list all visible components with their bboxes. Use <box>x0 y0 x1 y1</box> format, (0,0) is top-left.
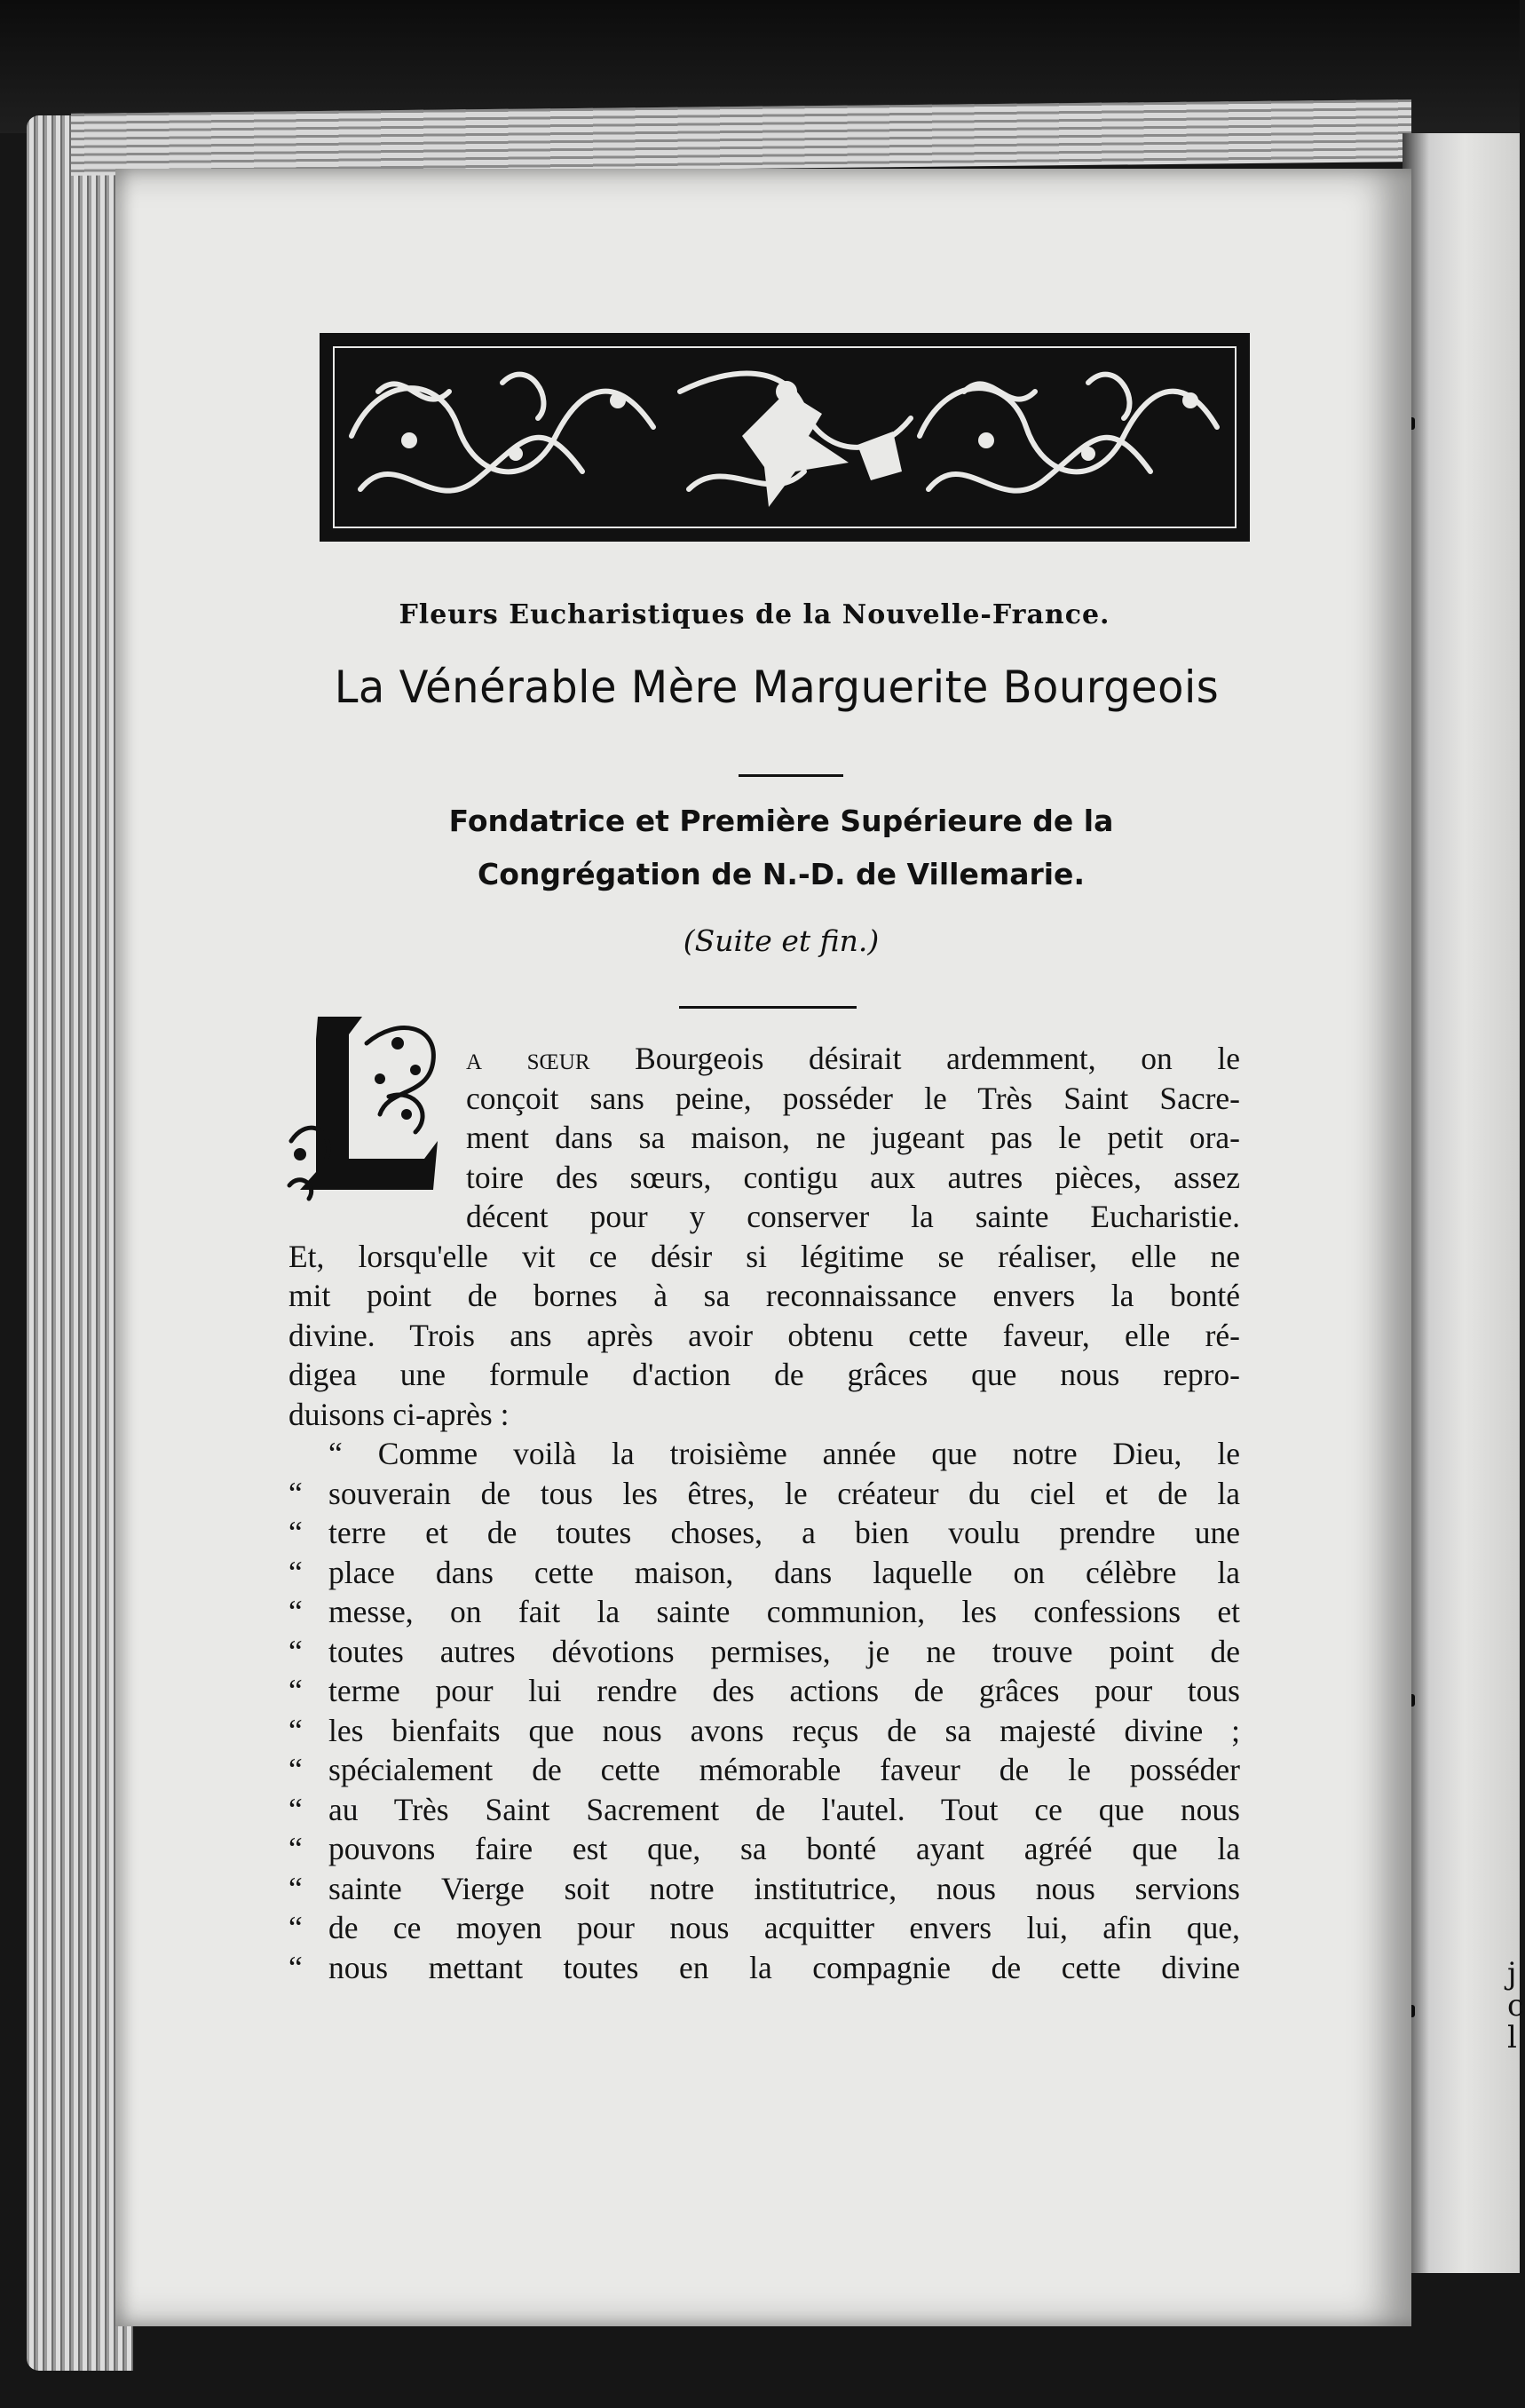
quote-line <box>288 1553 1240 1593</box>
paragraph-line-text: Bourgeois désirait ardemment, on le <box>589 1041 1240 1076</box>
quote-line-text: terme pour lui rendre des actions de grâces pour tous <box>328 1673 1240 1708</box>
quote-line-text: souverain de tous les êtres, le créateur du ciel et de la <box>328 1475 1240 1511</box>
page-title: La Vénérable Mère Marguerite Bourgeois <box>334 661 1220 713</box>
quote-mark: “ <box>288 1515 303 1550</box>
quote-mark: “ <box>288 1752 303 1787</box>
quote-line-text: toutes autres dévotions permises, je ne trouve point de <box>328 1633 1240 1669</box>
paragraph-line <box>466 1039 1240 1079</box>
facing-page-edge <box>1403 133 1520 2273</box>
quote-mark: “ <box>288 1949 303 1985</box>
quote-mark: “ <box>288 1910 303 1945</box>
quote-line: “ Comme voilà la troisième année que notre Dieu, le <box>328 1436 1240 1471</box>
quote-line-text: spécialement de cette mémorable faveur de le posséder <box>328 1752 1240 1787</box>
quote-line-text: sainte Vierge soit notre institutrice, nous nous servions <box>328 1870 1240 1906</box>
title-divider <box>739 774 843 777</box>
quote-mark: “ <box>288 1831 303 1866</box>
quote-line <box>288 1750 1240 1790</box>
quote-line <box>288 1632 1240 1672</box>
quote-mark: “ <box>288 1475 303 1511</box>
quote-line <box>288 1869 1240 1909</box>
quote-mark: “ <box>288 1870 303 1906</box>
paragraph-line: digea une formule d'action de grâces que nous repro- <box>288 1357 1240 1392</box>
quote-mark: “ <box>288 1791 303 1827</box>
quote-mark: “ <box>288 1594 303 1629</box>
quote-line <box>288 1908 1240 1948</box>
quote-line <box>288 1592 1240 1632</box>
quote-line-text: place dans cette maison, dans laquelle on célèbre la <box>328 1554 1240 1590</box>
subtitle-line-2: Congrégation de N.-D. de Villemarie. <box>478 857 1085 891</box>
quote-line-text: les bienfaits que nous avons reçus de sa majesté divine ; <box>328 1712 1240 1748</box>
quote-mark: “ <box>288 1673 303 1708</box>
quote-line-text: terre et de toutes choses, a bien voulu prendre une <box>328 1515 1240 1550</box>
quote-line <box>288 1474 1240 1514</box>
subtitle-line-1: Fondatrice et Première Supérieure de la <box>448 804 1114 838</box>
facing-page-text: j c l <box>1507 1956 1525 2056</box>
article-body <box>288 1039 1240 1987</box>
paragraph-line: conçoit sans peine, posséder le Très Saint Sacre- <box>466 1080 1240 1116</box>
quote-line <box>288 1671 1240 1711</box>
paragraph-line: mit point de bornes à sa reconnaissance envers la bonté <box>288 1278 1240 1313</box>
quote-line-text: messe, on fait la sainte communion, les confessions et <box>328 1594 1240 1629</box>
quote-line <box>288 1790 1240 1830</box>
section-divider <box>679 1006 857 1009</box>
paragraph-line: toire des sœurs, contigu aux autres pièces, assez <box>466 1159 1240 1195</box>
continuation-note: (Suite et fin.) <box>683 923 880 958</box>
paragraph-line: ment dans sa maison, ne jugeant pas le petit ora- <box>466 1120 1240 1155</box>
decorative-headpiece <box>320 333 1250 542</box>
quote-line-text: pouvons faire est que, sa bonté ayant agréé que la <box>328 1831 1240 1866</box>
quote-line-text: nous mettant toutes en la compagnie de cette divine <box>328 1949 1240 1985</box>
quote-mark: “ <box>288 1633 303 1669</box>
scroll-ornament-icon <box>325 338 1244 536</box>
quote-line-text: de ce moyen pour nous acquitter envers lui, afin que, <box>328 1910 1240 1945</box>
quote-line <box>288 1711 1240 1751</box>
paragraph-line: décent pour y conserver la sainte Eucharistie. <box>466 1199 1240 1234</box>
page-stack-top-edge <box>71 99 1411 176</box>
quote-line <box>288 1513 1240 1553</box>
paragraph-line: duisons ci-après : <box>288 1396 510 1432</box>
opening-words: a sœur <box>466 1041 590 1076</box>
quote-line-text: au Très Saint Sacrement de l'autel. Tout ce que nous <box>328 1791 1240 1827</box>
quote-mark: “ <box>288 1712 303 1748</box>
series-heading: Fleurs Eucharistiques de la Nouvelle-France. <box>399 599 1110 630</box>
quote-mark: “ <box>288 1554 303 1590</box>
quote-line <box>288 1829 1240 1869</box>
paragraph-line: divine. Trois ans après avoir obtenu cette faveur, elle ré- <box>288 1317 1240 1353</box>
quote-line <box>288 1948 1240 1988</box>
paragraph-line: Et, lorsqu'elle vit ce désir si légitime se réaliser, elle ne <box>288 1238 1240 1274</box>
